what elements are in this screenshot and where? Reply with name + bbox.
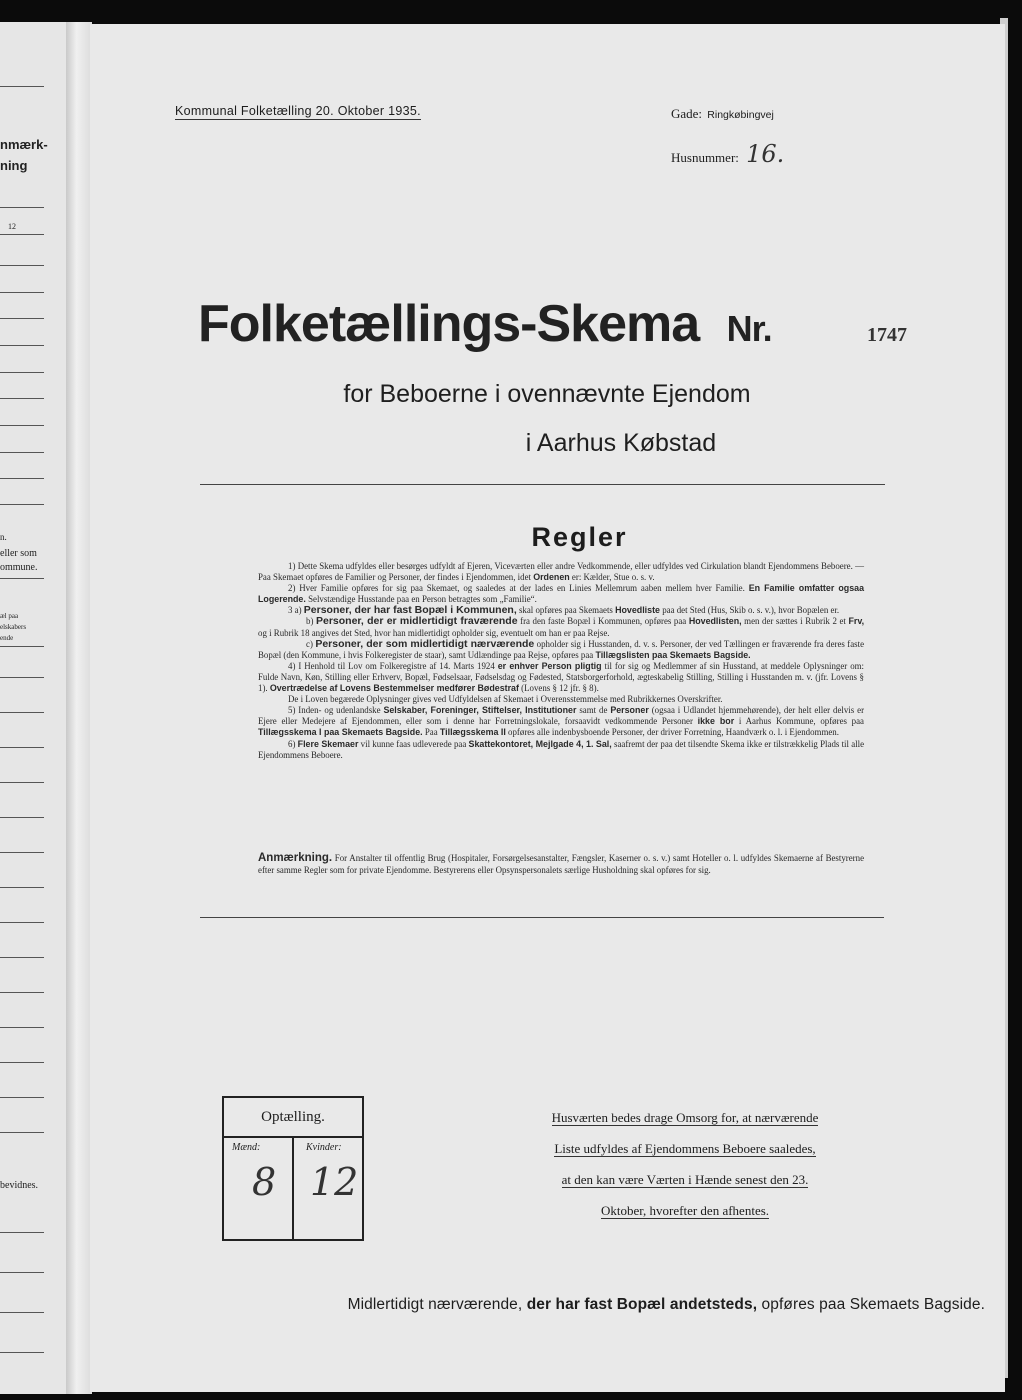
notice-line [510,1102,860,1133]
rule-bold: Flere Skemaer [297,738,359,749]
women-count-value: 12 [310,1160,359,1204]
fragment: æl paa [0,612,19,620]
footer-text: opføres paa Skemaets Bagside. [761,1296,985,1313]
rule-text: i Aarhus Kommune, opføres paa [738,716,865,727]
rule-bold: er enhver Person pligtig [497,660,602,671]
rule-bold: Tillægsskema II [439,727,506,738]
rule-bold: Overtrædelse af Lovens Bestemmelser medfører Bødestraf [269,683,519,694]
rule [0,677,44,678]
notice-line [510,1133,860,1164]
divider-bottom [200,917,884,918]
rule [0,1097,44,1098]
rule [0,1312,44,1313]
rule [0,1352,44,1353]
rule-bold: Ordenen [533,572,570,583]
fragment: ning [0,158,28,173]
fragment: 12 [8,222,16,231]
notice-line [510,1195,860,1226]
rule-bold: Tillægslisten paa Skemaets Bagside. [595,649,751,660]
rule-2 [258,583,864,605]
rule [0,452,44,453]
rule [0,992,44,993]
rule [0,1062,44,1063]
form-number-value: 1747 [867,324,907,346]
rule-text: opføres alle indenbysboende Personer, der driver Forretning, Haandværk o. l. i Ejendommen. [508,727,839,738]
subtitle-line-1: for Beboerne i ovennævnte Ejendom [343,380,751,408]
rule-6 [258,739,864,761]
rule [0,817,44,818]
remark-text: For Anstalter til offentlig Brug (Hospitaler, Forsørgelsesanstalter, Fængsler, Kaserner o. s. v.) samt Hoteller o. l. udfyldes Skemaerne af Bestyrerne efter samme Regler som for private Ejendomme. Bestyrerens eller Opsynspersonalets særlige Husholdning skal opføres for sig. [258,853,865,875]
form-title [198,294,772,354]
rule-text: fra den faste Bopæl i Kommunen, opføres paa [520,616,687,627]
house-number-field [671,140,784,168]
rule-text: c) [306,638,313,649]
rule-text: skal opføres paa Skemaets [518,605,613,616]
rule-text: 3 a) [288,605,302,616]
rule [0,922,44,923]
rule [0,1272,44,1273]
rule-text: (ogsaa i Udlandet hjemmehørende), der helt eller delvis er Ejere eller Medejere af Ejendommen, eller som i denne har Forretningslokale, forsaavidt vedkommende Personer [258,705,865,727]
rule-bold: ikke bor [697,716,735,727]
men-label: Mænd: [232,1142,261,1153]
rule-text: men der sættes i Rubrik 2 et [744,616,846,627]
rule-text: og i Rubrik 18 angives det Sted, hvor han midlertidigt opholder sig, eventuelt om han er paa Rejse. [258,627,610,638]
rule [0,207,44,208]
fragment: nmærk- [0,137,48,152]
rule-text: (Lovens § 12 jfr. § 8). [521,683,599,694]
fragment: n. [0,532,7,542]
rule [0,1027,44,1028]
landlord-notice [510,1102,860,1226]
rule [0,1132,44,1133]
rule [0,504,44,505]
rule-3b [258,616,864,638]
count-box [222,1096,364,1241]
form-number-label: Nr. [726,308,772,349]
rule-4 [258,661,864,694]
rule-text: til for sig og Medlemmer af sin Husstand, at meddele Oplysninger om: Fulde Navn, Køn, Stilling eller Erhverv, Bopæl, Fødselsaar, Fødselsdag og Fødested, Statsborgerforhold, ægteskabelig Stilling, Stilling i Husstanden m. v. (jfr. Lovens § 1). [258,660,865,694]
rule-text: paa det Sted (Hus, Skib o. s. v.), hvor Bopælen er. [662,605,840,616]
footer-text: Midlertidigt nærværende, [347,1296,523,1313]
rule-bold: En Familie omfatter ogsaa Logerende. [258,583,865,605]
footer-note [90,1296,985,1314]
house-number-value: 16. [746,140,785,168]
rule [0,646,44,647]
rule-bold: Personer, der er midlertidigt fraværende [315,615,518,628]
rule [0,398,44,399]
rule-bold: Tillægsskema I paa Skemaets Bagside. [258,727,423,738]
count-box-title: Optælling. [224,1098,362,1138]
rule [0,86,44,87]
count-box-divider [292,1138,294,1239]
rule-4-note: De i Loven begærede Oplysninger gives ved Udfyldelsen af Skemaet i Overensstemmelse med Rubrikkernes Overskrifter. [288,694,723,705]
men-count-value: 8 [252,1160,277,1204]
rule [0,345,44,346]
rule-text: 4) I Henhold til Lov om Folkeregistre af 14. Marts 1924 [288,660,495,671]
form-title-text: Folketællings-Skema [198,295,700,353]
fragment: ommune. [0,562,38,573]
census-heading [175,104,421,118]
rule [0,957,44,958]
rule-5 [258,705,864,738]
rule [0,852,44,853]
notice-line-text: Husværten bedes drage Omsorg for, at nærværende [551,1110,819,1125]
women-label: Kvinder: [306,1142,342,1153]
rule-text: 5) Inden- og udenlandske [288,705,381,716]
rules-heading: Regler [531,522,628,552]
street-label: Gade: [671,106,703,121]
notice-line-text: Liste udfyldes af Ejendommens Beboere saaledes, [554,1141,816,1156]
rule [0,425,44,426]
house-number-label: Husnummer: [671,150,739,165]
rule [0,747,44,748]
fragment: bevidnes. [0,1180,39,1191]
rules-text [258,561,864,761]
rule-text: b) [306,616,314,627]
rule-text: 2) Hver Familie opføres for sig paa Skemaet, og saaledes at der lades en Linies Mellemrum aaben mellem hver Familie. [288,583,745,594]
street-field [671,106,774,122]
rule-bold: Hovedliste [615,605,660,616]
rule-text: vil kunne faas udleverede paa [360,738,467,749]
rule [0,712,44,713]
remark [258,852,864,876]
notice-line-text: at den kan være Værten i Hænde senest den 23. [561,1172,809,1187]
subtitle-line-2: i Aarhus Købstad [525,429,717,457]
rule-bold: Personer [610,705,649,716]
rule-text: Selvstændige Husstande paa en Person betragtes som „Familie“. [308,594,537,605]
rule-text: opholder sig i Husstanden, d. v. s. Personer, der ved Tællingen er fraværende fra deres faste Bopæl (den Kommune, i hvis Folkeregister de staar), samt Udlændinge paa Rejse, opføres paa [258,638,865,660]
fragment: elskabers [0,623,27,631]
rule-3c [258,639,864,661]
rule [0,234,44,235]
rule-bold: Hovedlisten, [688,616,742,627]
census-form-page [90,24,1005,1392]
rule [0,318,44,319]
rule-text: er: Kælder, Stue o. s. v. [571,572,655,583]
rule-bold: Personer, der som midlertidigt nærværende [315,637,535,650]
notice-line-text: Oktober, hvorefter den afhentes. [600,1203,770,1218]
rule [0,782,44,783]
rule [0,372,44,373]
rule-bold: Skattekontoret, Mejlgade 4, 1. Sal, [468,738,612,749]
rule [0,1232,44,1233]
rule-text: Paa [424,727,438,738]
remark-label: Anmærkning. [258,852,333,864]
rule [0,292,44,293]
rule-bold: Personer, der har fast Bopæl i Kommunen, [303,604,517,617]
rule-bold: Selskaber, Foreninger, Stiftelser, Institutioner [383,705,577,716]
rule-bold: Frv, [848,616,865,627]
notice-line [510,1164,860,1195]
rule-text: 6) [288,738,296,749]
fragment: ende [0,634,14,642]
rule-text: saafremt der paa det tilsendte Skema ikke er tilstrækkelig Plads til alle Ejendommens Beboere. [258,738,865,760]
rule [0,887,44,888]
footer-bold: der har fast Bopæl andetsteds, [526,1296,758,1313]
census-heading-text: Kommunal Folketælling 20. Oktober 1935. [175,104,421,118]
fragment: eller som [0,548,37,559]
previous-page-strip [0,22,68,1394]
street-value: Ringkøbingvej [707,109,774,121]
divider-top [200,484,885,485]
rule [0,265,44,266]
rule [0,478,44,479]
rule [0,578,44,579]
rule-text: 1) Dette Skema udfyldes eller besørges udfyldt af Ejeren, Viceværten eller andre Vedkommende, eller udfyldes ved Cirkulation blandt Ejendommens Beboere. — Paa Skemaet opføres de Familier og Personer, der findes i Ejendommen, idet [258,561,864,583]
rule-1 [258,561,864,583]
book-gutter [66,22,92,1394]
rule-text: samt de [579,705,608,716]
